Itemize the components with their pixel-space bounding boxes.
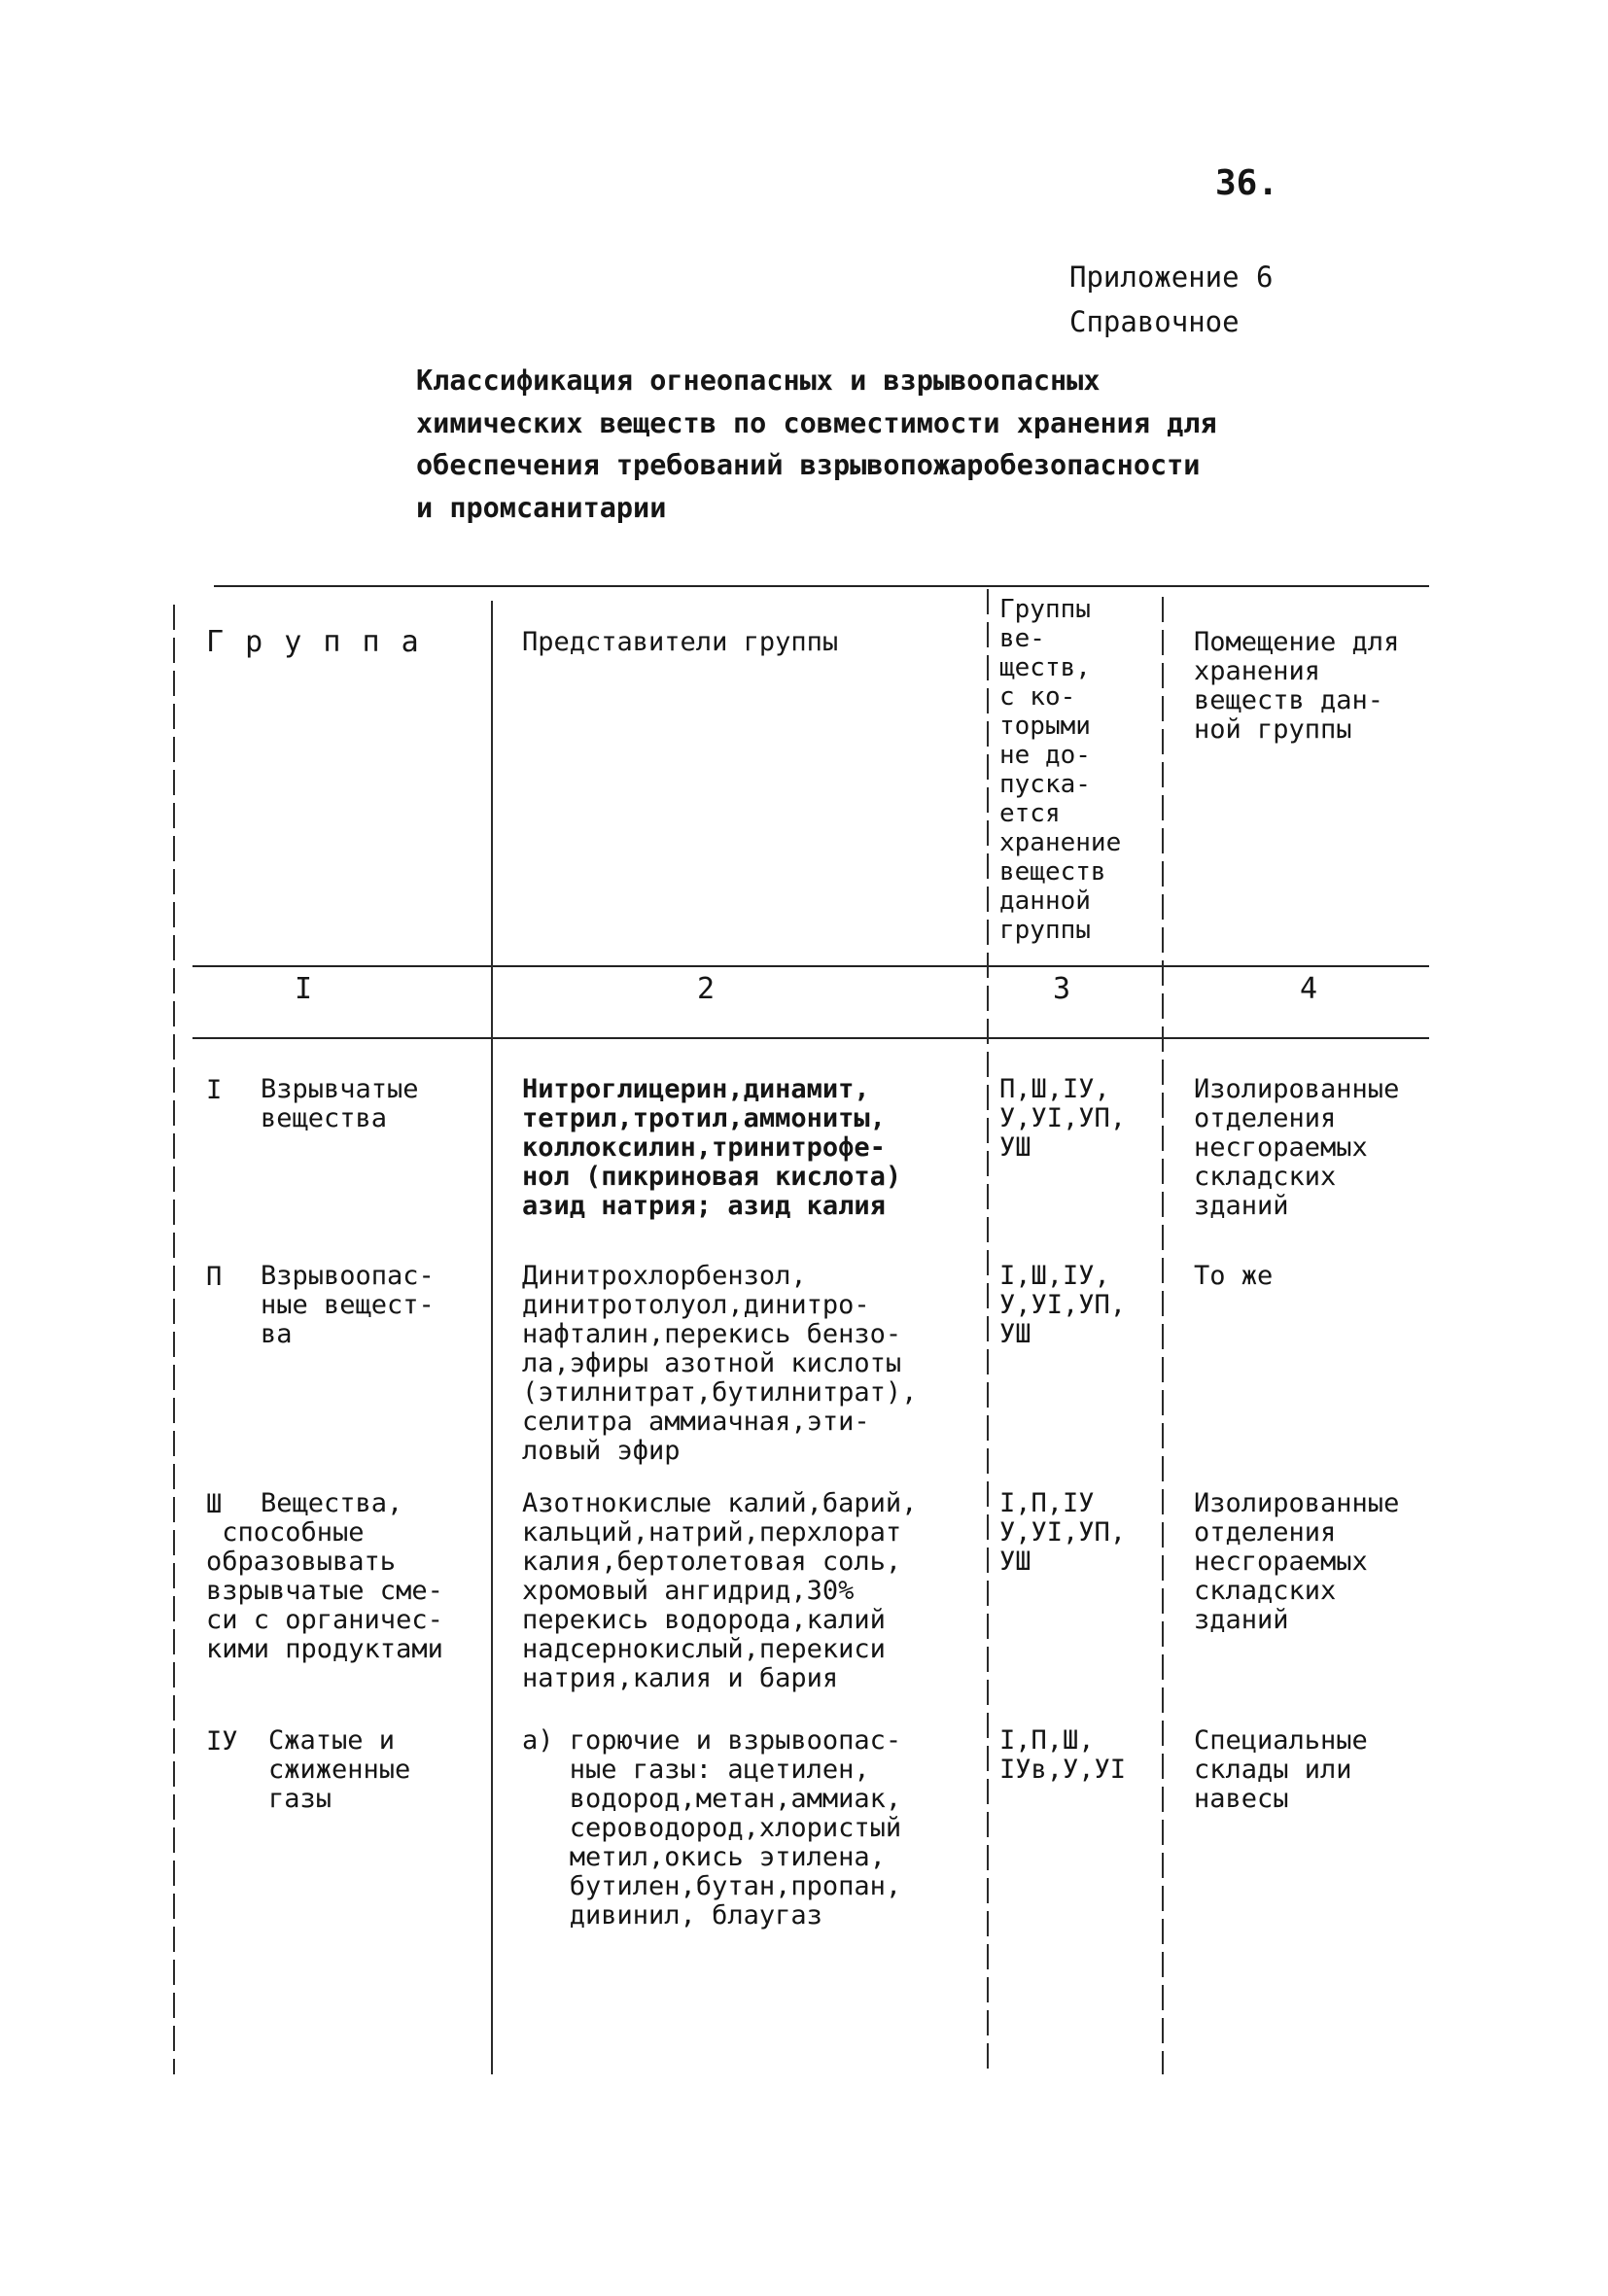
group-name: Сжатые и сжиженные газы [268, 1725, 411, 1814]
group-representatives: а) горючие и взрывоопас- ные газы: ацетилен, водород,метан,аммиак, сероводород,хлористый метил,окись этилена, бутилен,бутан,пропан, дивинил, блаугаз [522, 1725, 902, 1931]
incompatible-groups: I,Ш,IУ, У,УI,УП, УШ [999, 1261, 1127, 1349]
document-title: Классификация огнеопасных и взрывоопасных химических веществ по совместимости хранения для обеспечения требований взрывопожаробезопасности и промсанитарии [416, 365, 1217, 524]
storage-room: То же [1194, 1261, 1274, 1291]
group-number: IУ [206, 1726, 238, 1757]
group-representatives: Азотнокислые калий,барий, кальций,натрий,перхлорат калия,бертолетовая соль, хромовый ангидрид,30% перекись водорода,калий надсернокислый,перекиси натрия,калия и бария [522, 1488, 918, 1693]
group-number: Ш [206, 1489, 223, 1519]
group-name: Взрывчатые вещества [261, 1074, 419, 1133]
group-name: Вещества, способные образовывать взрывчатые сме- си с органичес- кими продуктами [206, 1488, 443, 1664]
column-number-2: 2 [696, 972, 716, 1006]
incompatible-groups: I,П,Ш, IУв,У,УI [999, 1725, 1127, 1785]
appendix-line-2: Справочное [1069, 305, 1240, 338]
header-group: Г р у п п а [206, 625, 421, 659]
header-representatives: Представители группы [522, 627, 839, 657]
storage-room: Изолированные отделения несгораемых складских зданий [1194, 1488, 1400, 1635]
header-storage-room: Помещение для хранения веществ дан- ной группы [1194, 627, 1400, 745]
table-left-border [173, 605, 175, 2074]
column-number-1: I [294, 972, 313, 1006]
header-incompatible-groups: Группы ве- ществ, с ко- торыми не до- пуска- ется хранение веществ данной группы [999, 595, 1122, 945]
appendix-line-1: Приложение 6 [1069, 261, 1274, 294]
storage-room: Изолированные отделения несгораемых складских зданий [1194, 1074, 1400, 1221]
group-number: П [206, 1262, 223, 1292]
group-number: I [206, 1075, 223, 1105]
column-number-3: 3 [1052, 972, 1071, 1006]
storage-room: Специальные склады или навесы [1194, 1725, 1368, 1814]
column-divider-2 [987, 589, 989, 2074]
table-top-rule [214, 585, 1429, 587]
column-divider-1 [491, 601, 493, 2074]
appendix-label [1069, 255, 1274, 344]
page-number: 36. [1215, 163, 1279, 203]
header-bottom-rule [192, 965, 1429, 967]
incompatible-groups: I,П,IУ У,УI,УП, УШ [999, 1488, 1127, 1577]
group-name: Взрывоопас- ные вещест- ва [261, 1261, 435, 1349]
group-representatives: Нитроглицерин,динамит, тетрил,тротил,аммониты, коллоксилин,тринитрофе- нол (пикриновая кислота) азид натрия; азид калия [522, 1074, 902, 1221]
column-divider-3 [1162, 597, 1164, 2074]
group-representatives: Динитрохлорбензол, динитротолуол,динитро- нафталин,перекись бензо- ла,эфиры азотной кислоты (этилнитрат,бутилнитрат), селитра аммиачная,эти- ловый эфир [522, 1261, 918, 1466]
incompatible-groups: П,Ш,IУ, У,УI,УП, УШ [999, 1074, 1127, 1163]
numbers-bottom-rule [192, 1037, 1429, 1039]
column-number-4: 4 [1299, 972, 1318, 1006]
